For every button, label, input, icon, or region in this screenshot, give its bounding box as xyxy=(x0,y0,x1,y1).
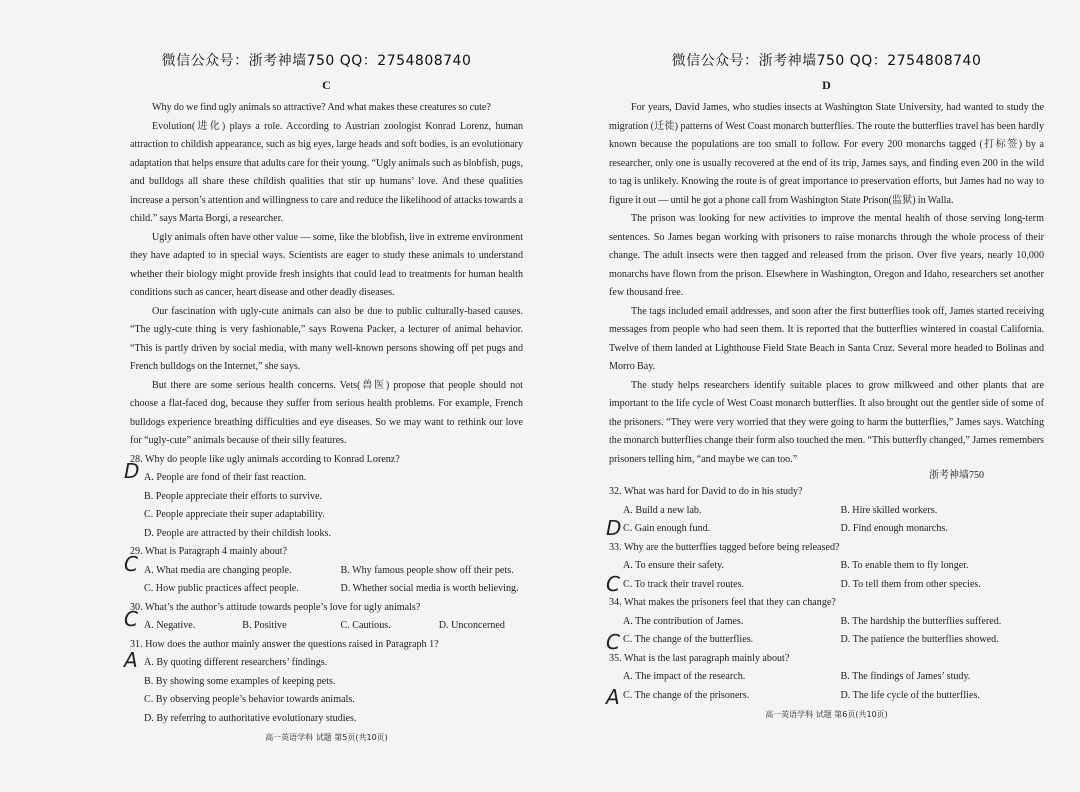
option-d: D. Unconcerned xyxy=(438,620,505,631)
question-31 xyxy=(130,636,523,729)
option-c: C. The change of the prisoners. xyxy=(623,689,750,701)
handwritten-answer-35: A xyxy=(606,685,620,709)
question-stem: 30. What’s the author’s attitude towards people’s love for ugly animals? xyxy=(130,601,421,613)
watermark-right: 微信公众号：浙考神墙750 QQ：2754808740 xyxy=(671,53,982,69)
option-b: B. People appreciate their efforts to survive. xyxy=(144,490,323,502)
page-footer-right: 高一英语学科 试题 第6页(共10页) xyxy=(765,710,888,719)
question-30 xyxy=(130,599,523,636)
section-d-title: D xyxy=(822,78,831,92)
option-c: C. Cautious. xyxy=(340,620,391,631)
passage-d-para-4: The study helps researchers identify suitable places to grow milkweed and other plants that are important to the life cycle of West Coast monarch butterflies. It also brought out the gentler side of some of the prisoners. “They were very worried that they were going to harm the butterflies,” James says. Watching the monarch butterflies change their form also touched the men. “This butterfly changed,” James remembers prisoners telling him, “and maybe we can too.” xyxy=(609,379,1044,465)
option-b: B. The findings of James’ study. xyxy=(840,671,971,682)
handwritten-answer-33: C xyxy=(606,572,620,596)
option-b: B. The hardship the butterflies suffered. xyxy=(840,615,1002,627)
question-34 xyxy=(609,594,1044,650)
option-d: D. The life cycle of the butterflies. xyxy=(840,689,980,701)
passage-d-para-1: For years, David James, who studies insects at Washington State University, had wanted to study the migration (迁徙) patterns of West Coast monarch butterflies. The route the butterflies travel has been hardly known because the populations are too small to follow. For every 200 monarchs tagged (打标签) by a researcher, only one is usually recovered at the end of its trip, James says, and finding even 200 in the wild to tag is unlikely. Knowing the route is of great importance to preservation efforts, but James had no way to figure it out — until he got a phone call from Washington State Prison(监狱) in Walla. xyxy=(609,102,1044,206)
option-a: A. The impact of the research. xyxy=(623,671,746,682)
question-33 xyxy=(609,539,1044,595)
question-stem: 33. Why are the butterflies tagged before being released? xyxy=(609,541,840,553)
question-28 xyxy=(130,451,523,544)
option-a: A. Build a new lab. xyxy=(623,504,702,516)
option-b: B. Why famous people show off their pets. xyxy=(340,564,514,576)
option-c: C. To track their travel routes. xyxy=(623,578,745,590)
option-d: D. By referring to authoritative evolutionary studies. xyxy=(144,712,357,724)
option-c: C. Gain enough fund. xyxy=(623,523,711,534)
page-footer-left: 高一英语学科 试题 第5页(共10页) xyxy=(265,733,388,742)
question-stem: 32. What was hard for David to do in his study? xyxy=(609,486,803,497)
option-a: A. People are fond of their fast reaction. xyxy=(144,472,307,483)
option-d: D. The patience the butterflies showed. xyxy=(840,634,999,645)
handwritten-answer-30: C xyxy=(124,607,138,631)
handwritten-answer-32: D xyxy=(606,516,622,540)
option-d: D. People are attracted by their childish looks. xyxy=(144,527,331,539)
option-c: C. How public practices affect people. xyxy=(144,583,299,594)
question-stem: 31. How does the author mainly answer the questions raised in Paragraph 1? xyxy=(130,638,439,650)
option-c: C. The change of the butterflies. xyxy=(623,634,754,645)
option-b: B. Positive xyxy=(242,620,287,631)
handwritten-answer-28: D xyxy=(124,459,140,483)
passage-c-para-2: Evolution(进化) plays a role. According to Austrian zoologist Konrad Lorenz, human attraction to childish appearance, such as big eyes, large heads and soft bodies, is an evolutionary adaptation that helps ensure that adults care for their young. “Ugly animals such as blobfish, pugs, and bulldogs all share these childish qualities that stir up humans’ love. And these qualities increase a person’s attention and willingness to care and reduce the likelihood of attacks towards a child.” says Marta Borgi, a researcher. xyxy=(130,120,523,224)
question-35 xyxy=(609,650,1044,706)
question-stem: 34. What makes the prisoners feel that they can change? xyxy=(609,597,836,608)
section-c-title: C xyxy=(322,78,331,92)
question-29 xyxy=(130,543,523,599)
question-stem: 35. What is the last paragraph mainly about? xyxy=(609,652,790,664)
handwritten-answer-31: A xyxy=(124,648,138,672)
handwritten-answer-29: C xyxy=(124,552,138,576)
question-stem: 28. Why do people like ugly animals according to Konrad Lorenz? xyxy=(130,453,400,465)
option-d: D. Find enough monarchs. xyxy=(840,523,948,534)
option-c: C. People appreciate their super adaptability. xyxy=(144,509,325,520)
margin-note: 浙考神墙750 xyxy=(929,470,984,481)
passage-c-para-1: Why do we find ugly animals so attractive? And what makes these creatures so cute? xyxy=(152,102,491,113)
option-b: B. By showing some examples of keeping pets. xyxy=(144,675,336,687)
question-32 xyxy=(609,483,1044,539)
option-a: A. The contribution of James. xyxy=(623,615,744,627)
watermark-left: 微信公众号：浙考神墙750 QQ：2754808740 xyxy=(161,53,472,69)
option-a: A. By quoting different researchers’ findings. xyxy=(144,657,328,668)
option-a: A. Negative. xyxy=(144,620,196,631)
option-a: A. What media are changing people. xyxy=(144,564,292,576)
passage-c xyxy=(130,99,523,451)
question-stem: 29. What is Paragraph 4 mainly about? xyxy=(130,546,288,557)
option-b: B. To enable them to fly longer. xyxy=(840,560,969,571)
passage-d-para-2: The prison was looking for new activities to improve the mental health of those serving long-term sentences. So James began working with prisoners to raise monarchs through the whole process of their change. The adult insects were then tagged and released from the prison. Over five years, nearly 10,000 monarchs have flown from the prison. Elsewhere in Washington, Oregon and Idaho, researchers set another few thousand free. xyxy=(609,213,1044,298)
passage-c-para-4: Our fascination with ugly-cute animals can also be due to public culturally-based causes. “The ugly-cute thing is very fashionable,” says Rowena Packer, a lecturer of animal behavior. “This is partly driven by social media, with many well-known persons showing off pet pugs and French bulldogs on the Internet,” she says. xyxy=(130,305,523,372)
handwritten-answer-34: C xyxy=(606,630,620,654)
passage-c-para-5: But there are some serious health concerns. Vets(兽医) propose that people should not choose a flat-faced dog, because they suffer from serious health problems. For example, French bulldogs experience breathing difficulties and eye diseases. So we may want to rethink our love for “ugly-cute” animals because of their silly features. xyxy=(130,379,523,446)
passage-d-para-3: The tags included email addresses, and soon after the first butterflies took off, James started receiving messages from people who had seen them. It is reported that the butterflies wintered in coastal California. Twelve of them landed at Lighthouse Field State Beach in Santa Cruz. Several more headed to Bolinas and Morro Bay. xyxy=(609,305,1044,372)
option-b: B. Hire skilled workers. xyxy=(840,504,938,516)
option-a: A. To ensure their safety. xyxy=(623,560,725,571)
right-page xyxy=(545,0,1080,792)
option-c: C. By observing people’s behavior towards animals. xyxy=(144,694,355,705)
option-d: D. To tell them from other species. xyxy=(840,578,981,590)
option-d: D. Whether social media is worth believing. xyxy=(340,583,519,594)
passage-d xyxy=(609,99,1044,469)
passage-c-para-3: Ugly animals often have other value — some, like the blobfish, live in extreme environment they have adapted to in special ways. Scientists are eager to study these animals to understand whether their biology might provide fresh insights that could lead to treatments for human health conditions such as cancer, heart disease and other deadly diseases. xyxy=(130,231,523,298)
